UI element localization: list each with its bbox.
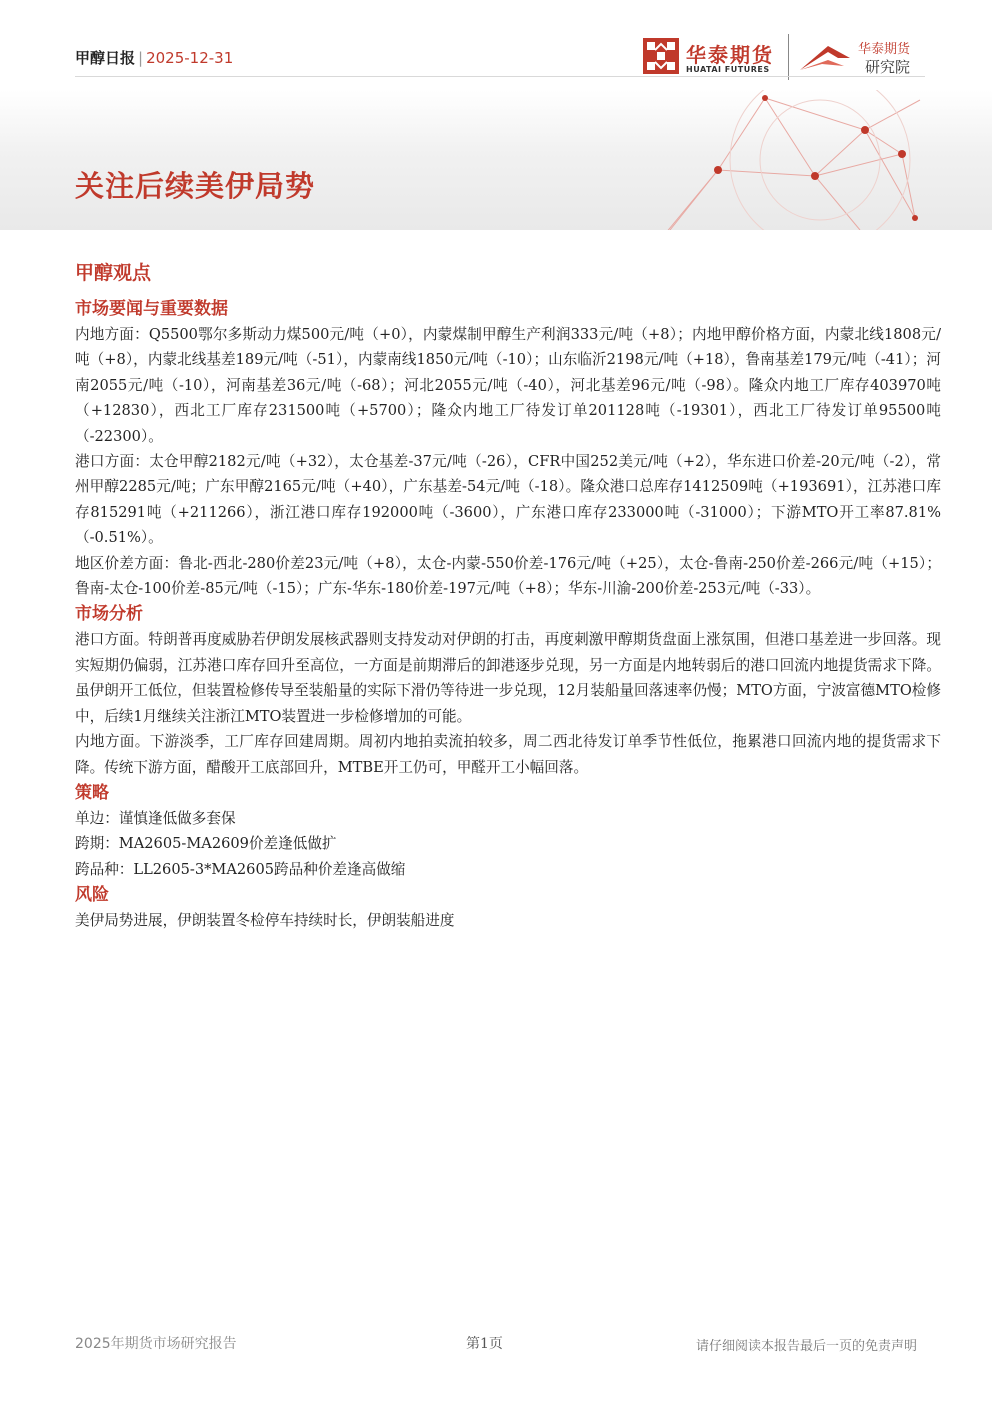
market-news-regional-spread: 地区价差方面：鲁北-西北-280价差23元/吨（+8），太仓-内蒙-550价差-176元/吨（+25），太仓-鲁南-250价差-266元/吨（+15）；鲁南-太仓-100价差-85元/吨（-15）；广东-华东-180价差-197元/吨（+8）；华东-川渝-200价差-253元/吨（-33）。 bbox=[75, 554, 941, 598]
market-news-inland: 内地方面：Q5500鄂尔多斯动力煤500元/吨（+0），内蒙煤制甲醇生产利润333元/吨（+8）；内地甲醇价格方面，内蒙北线1808元/吨（+8），内蒙北线基差189元/吨（-51），内蒙南线1850元/吨（-10）；山东临沂2198元/吨（+18），鲁南基差179元/吨（-41）；河南2055元/吨（-10），河南基差36元/吨（-68）；河北2055元/吨（-40），河北基差96元/吨（-98）。隆众内地工厂库存403970吨（+12830），西北工厂库存231500吨（+5700）；隆众内地工厂待发订单201128吨（-19301），西北工厂待发订单95500吨（-22300）。 bbox=[75, 326, 941, 445]
strategy-item-cross: 跨品种：LL2605-3*MA2605跨品种价差逢高做缩 bbox=[75, 860, 406, 878]
risk-text: 美伊局势进展，伊朗装置冬检停车持续时长，伊朗装船进度 bbox=[75, 912, 455, 930]
market-news-heading: 市场要闻与重要数据 bbox=[75, 299, 228, 319]
brand-name-en: HUATAI FUTURES bbox=[686, 65, 770, 74]
institute-name-line2: 研究院 bbox=[865, 58, 911, 76]
brand-name-cn: 华泰期货 bbox=[686, 43, 774, 67]
section-heading: 甲醇观点 bbox=[75, 262, 152, 284]
header-divider bbox=[75, 76, 925, 77]
market-news-port: 港口方面：太仓甲醇2182元/吨（+32），太仓基差-37元/吨（-26），CFR中国252美元/吨（+2），华东进口价差-20元/吨（-2），常州甲醇2285元/吨；广东甲醇2165元/吨（+40），广东基差-54元/吨（-18）。隆众港口总库存1412509吨（+193691），江苏港口库存815291吨（+211266），浙江港口库存192000吨（-3600），广东港口库存233000吨（-31000）；下游MTO开工率87.81%（-0.51%）。 bbox=[75, 453, 941, 547]
risk-heading: 风险 bbox=[75, 885, 109, 906]
institute-logo-icon bbox=[798, 38, 858, 74]
analysis-inland: 内地方面。下游淡季，工厂库存回建周期。周初内地拍卖流拍较多，周二西北待发订单季节性低位，拖累港口回流内地的提货需求下降。传统下游方面，醋酸开工底部回升，MTBE开工仍可，甲醛开工小幅回落。 bbox=[75, 733, 941, 776]
strategy-item-calendar: 跨期：MA2605-MA2609价差逢低做扩 bbox=[75, 835, 337, 853]
report-header bbox=[75, 47, 233, 68]
footer-disclaimer-note: 请仔细阅读本报告最后一页的免责声明 bbox=[695, 1339, 917, 1354]
footer-report-name: 2025年期货市场研究报告 bbox=[75, 1336, 237, 1352]
report-date: 2025-12-31 bbox=[146, 49, 234, 67]
network-decoration-icon bbox=[560, 90, 992, 230]
institute-name-line1: 华泰期货 bbox=[858, 42, 911, 57]
report-body bbox=[75, 258, 941, 934]
analysis-port: 港口方面。特朗普再度威胁若伊朗发展核武器则支持发动对伊朗的打击，再度刺激甲醇期货盘面上涨氛围，但港口基差进一步回落。现实短期仍偏弱，江苏港口库存回升至高位，一方面是前期滞后的卸港逐步兑现，另一方面是内地转弱后的港口回流内地提货需求下降。虽伊朗开工低位，但装置检修传导至装船量的实际下滑仍等待进一步兑现，12月装船量回落速率仍慢；MTO方面，宁波富德MTO检修中，后续1月继续关注浙江MTO装置进一步检修增加的可能。 bbox=[75, 631, 941, 725]
strategy-item-single: 单边：谨慎逢低做多套保 bbox=[75, 809, 236, 827]
logo-divider bbox=[788, 34, 789, 80]
analysis-heading: 市场分析 bbox=[75, 604, 143, 625]
huatai-logo-mark-icon bbox=[643, 38, 679, 74]
report-title: 关注后续美伊局势 bbox=[75, 169, 316, 203]
header-separator: | bbox=[138, 49, 144, 67]
strategy-heading: 策略 bbox=[75, 782, 109, 803]
footer-page-number: 第1页 bbox=[466, 1336, 503, 1352]
report-type: 甲醇日报 bbox=[75, 49, 136, 67]
